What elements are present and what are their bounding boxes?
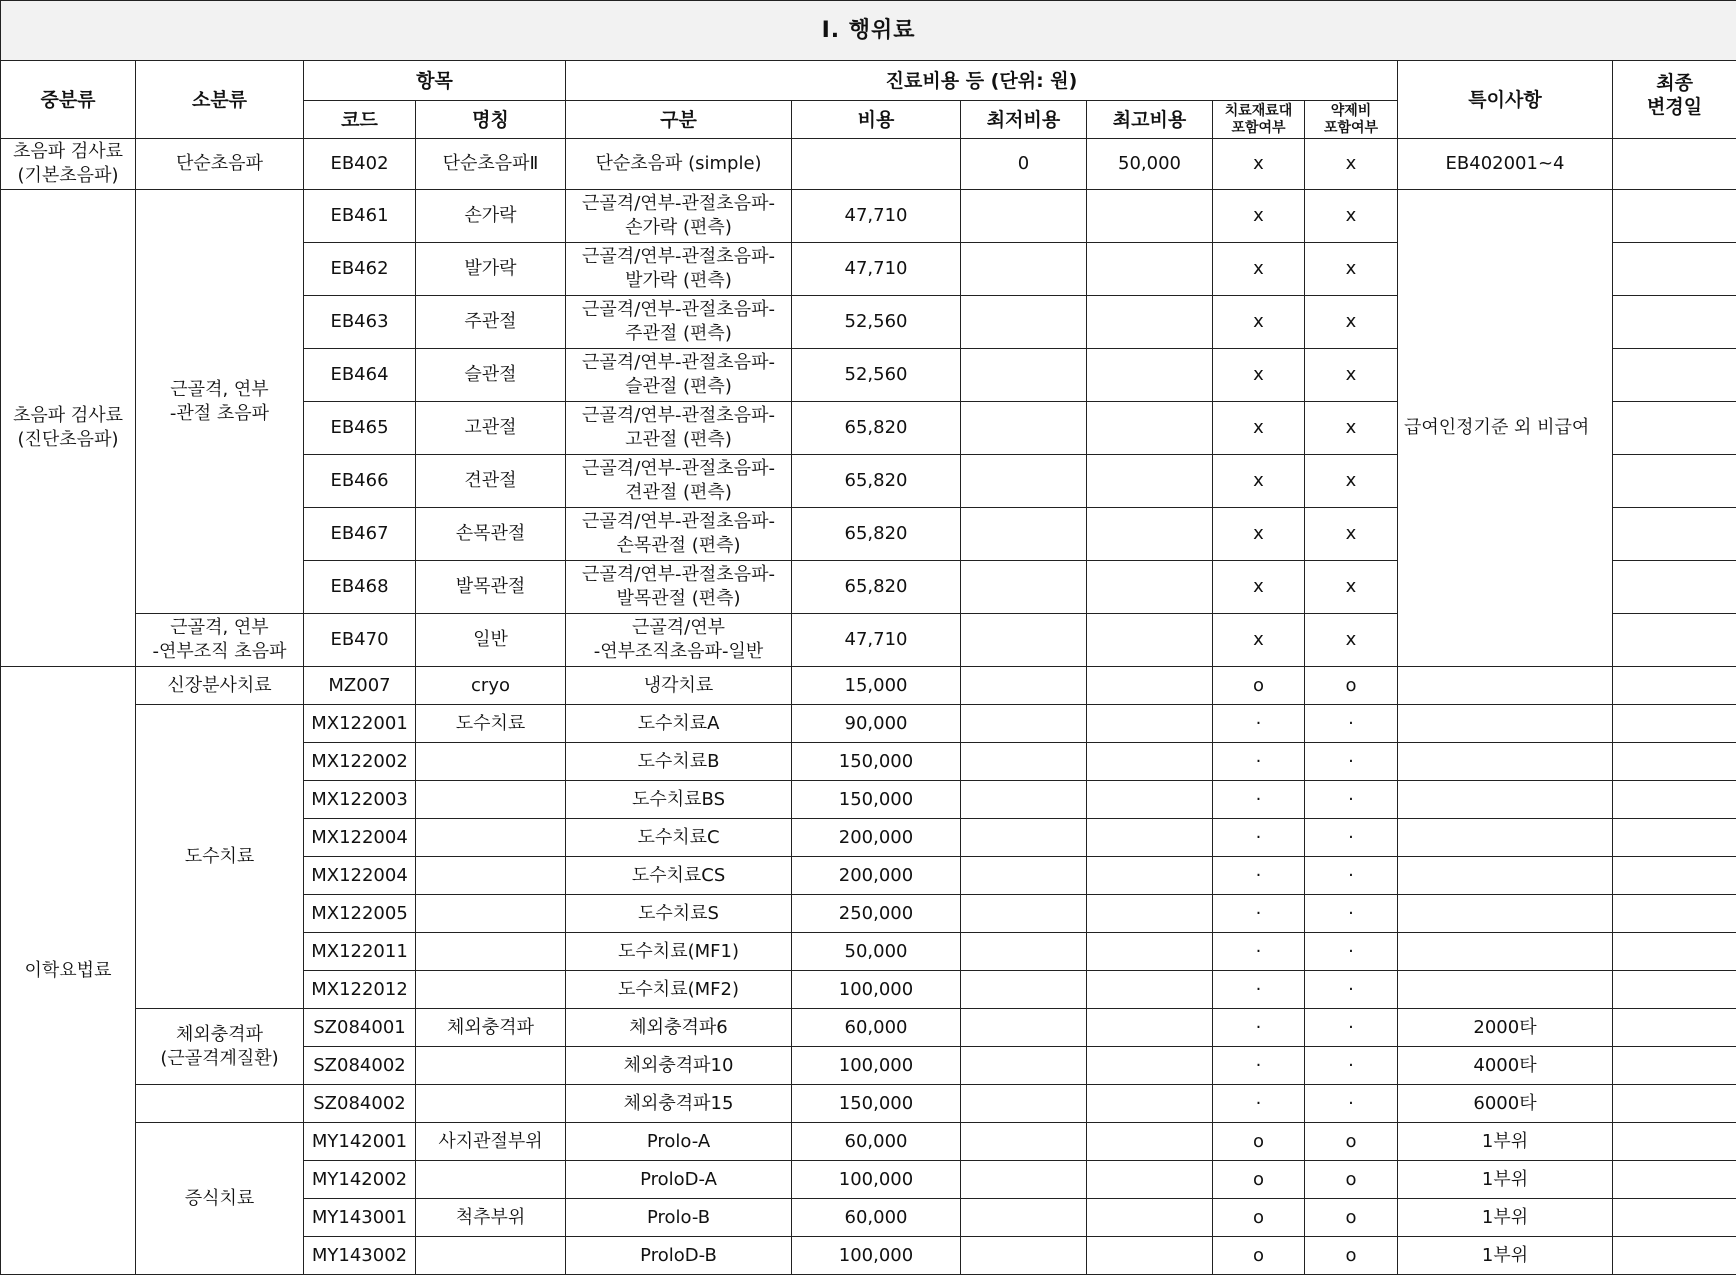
table-row <box>1 1085 1736 1123</box>
cell-name: 견관절 <box>416 455 566 508</box>
cell-code: EB463 <box>304 296 416 349</box>
cell-max-cost <box>1087 1085 1213 1123</box>
cell-cost: 65,820 <box>792 455 961 508</box>
cell-cost: 65,820 <box>792 561 961 614</box>
cell-code: SZ084002 <box>304 1047 416 1085</box>
cell-last-changed <box>1613 705 1736 743</box>
cell-name <box>416 1161 566 1199</box>
cell-material-flag: · <box>1213 781 1305 819</box>
table-row <box>1 1123 1736 1161</box>
cell-category: ProloD-B <box>566 1237 792 1275</box>
cell-drug-flag: · <box>1305 743 1398 781</box>
cell-remark: 1부위 <box>1398 1161 1613 1199</box>
cell-code: MX122002 <box>304 743 416 781</box>
cell-remark: 2000타 <box>1398 1009 1613 1047</box>
cell-material-flag: · <box>1213 933 1305 971</box>
cell-remark: 1부위 <box>1398 1123 1613 1161</box>
header-remarks: 특이사항 <box>1398 61 1613 139</box>
cell-max-cost <box>1087 349 1213 402</box>
cell-category: 도수치료A <box>566 705 792 743</box>
cell-name: 고관절 <box>416 402 566 455</box>
cell-drug-flag: · <box>1305 971 1398 1009</box>
cell-code: MX122004 <box>304 857 416 895</box>
cell-cost: 65,820 <box>792 508 961 561</box>
cell-min-cost <box>961 933 1087 971</box>
cell-name: 척추부위 <box>416 1199 566 1237</box>
cell-category: 체외충격파10 <box>566 1047 792 1085</box>
header-code: 코드 <box>304 101 416 139</box>
cell-max-cost <box>1087 243 1213 296</box>
cell-max-cost <box>1087 190 1213 243</box>
cell-min-cost <box>961 1161 1087 1199</box>
cell-drug-flag: x <box>1305 243 1398 296</box>
header-cost: 비용 <box>792 101 961 139</box>
cell-name: 사지관절부위 <box>416 1123 566 1161</box>
cell-cost: 52,560 <box>792 349 961 402</box>
cell-drug-flag: x <box>1305 402 1398 455</box>
cell-min-cost <box>961 561 1087 614</box>
cell-category: Prolo-B <box>566 1199 792 1237</box>
cell-code: MX122004 <box>304 819 416 857</box>
cell-max-cost <box>1087 819 1213 857</box>
cell-drug-flag: o <box>1305 1199 1398 1237</box>
cell-cost: 15,000 <box>792 667 961 705</box>
cell-max-cost <box>1087 1199 1213 1237</box>
cell-code: MX122012 <box>304 971 416 1009</box>
cell-drug-flag: o <box>1305 1161 1398 1199</box>
cell-remark <box>1398 667 1613 705</box>
cell-category: ProloD-A <box>566 1161 792 1199</box>
cell-last-changed <box>1613 614 1736 667</box>
cell-category: 체외충격파6 <box>566 1009 792 1047</box>
cell-code: MZ007 <box>304 667 416 705</box>
cell-drug-flag: x <box>1305 296 1398 349</box>
cell-cost: 60,000 <box>792 1123 961 1161</box>
cell-last-changed <box>1613 1237 1736 1275</box>
cell-max-cost <box>1087 614 1213 667</box>
cell-last-changed <box>1613 1199 1736 1237</box>
cell-material-flag: x <box>1213 402 1305 455</box>
table-row <box>1 667 1736 705</box>
cell-max-cost <box>1087 1161 1213 1199</box>
header-cost-group: 진료비용 등 (단위: 원) <box>566 61 1398 101</box>
cell-category: 냉각치료 <box>566 667 792 705</box>
cell-min-cost <box>961 1123 1087 1161</box>
cell-remark <box>1398 933 1613 971</box>
cell-name <box>416 743 566 781</box>
cell-min-cost <box>961 349 1087 402</box>
cell-drug-flag: · <box>1305 895 1398 933</box>
cell-remark <box>1398 857 1613 895</box>
cell-remark: EB402001~4 <box>1398 139 1613 190</box>
minor-category-empty <box>136 1085 304 1123</box>
cell-category: 근골격/연부 -연부조직초음파-일반 <box>566 614 792 667</box>
cell-cost: 150,000 <box>792 743 961 781</box>
cell-name: 슬관절 <box>416 349 566 402</box>
cell-material-flag: o <box>1213 1237 1305 1275</box>
cell-last-changed <box>1613 296 1736 349</box>
cell-category: 근골격/연부-관절초음파- 손가락 (편측) <box>566 190 792 243</box>
header-item: 항목 <box>304 61 566 101</box>
cell-code: EB470 <box>304 614 416 667</box>
cell-name: 발목관절 <box>416 561 566 614</box>
cell-name <box>416 895 566 933</box>
cell-min-cost <box>961 1085 1087 1123</box>
remark-non-covered: 급여인정기준 외 비급여 <box>1398 190 1613 667</box>
cell-code: EB467 <box>304 508 416 561</box>
minor-category-manual-therapy: 도수치료 <box>136 705 304 1009</box>
cell-material-flag: · <box>1213 895 1305 933</box>
cell-cost: 150,000 <box>792 1085 961 1123</box>
cell-remark <box>1398 971 1613 1009</box>
cell-name: 발가락 <box>416 243 566 296</box>
cell-cost <box>792 139 961 190</box>
cell-max-cost <box>1087 402 1213 455</box>
cell-last-changed <box>1613 402 1736 455</box>
cell-name <box>416 971 566 1009</box>
cell-min-cost <box>961 1237 1087 1275</box>
cell-min-cost <box>961 705 1087 743</box>
cell-cost: 150,000 <box>792 781 961 819</box>
minor-category-soft-tissue-ultrasound: 근골격, 연부 -연부조직 초음파 <box>136 614 304 667</box>
cell-remark: 6000타 <box>1398 1085 1613 1123</box>
cell-cost: 200,000 <box>792 819 961 857</box>
cell-cost: 100,000 <box>792 1047 961 1085</box>
table-row <box>1 705 1736 743</box>
cell-category: 도수치료(MF2) <box>566 971 792 1009</box>
header-minor: 소분류 <box>136 61 304 139</box>
cell-remark: 4000타 <box>1398 1047 1613 1085</box>
header-min-cost: 최저비용 <box>961 101 1087 139</box>
cell-last-changed <box>1613 1085 1736 1123</box>
cell-code: SZ084002 <box>304 1085 416 1123</box>
cell-min-cost <box>961 895 1087 933</box>
cell-last-changed <box>1613 971 1736 1009</box>
cell-min-cost <box>961 243 1087 296</box>
cell-cost: 200,000 <box>792 857 961 895</box>
cell-material-flag: x <box>1213 139 1305 190</box>
cell-category: 도수치료BS <box>566 781 792 819</box>
cell-drug-flag: x <box>1305 508 1398 561</box>
cell-material-flag: x <box>1213 243 1305 296</box>
header-category: 구분 <box>566 101 792 139</box>
cell-last-changed <box>1613 1123 1736 1161</box>
cell-drug-flag: · <box>1305 933 1398 971</box>
cell-category: 도수치료B <box>566 743 792 781</box>
cell-last-changed <box>1613 561 1736 614</box>
cell-max-cost <box>1087 857 1213 895</box>
cell-last-changed <box>1613 895 1736 933</box>
cell-max-cost <box>1087 1237 1213 1275</box>
cell-code: MX122001 <box>304 705 416 743</box>
cell-drug-flag: · <box>1305 1009 1398 1047</box>
cell-category: 도수치료C <box>566 819 792 857</box>
cell-max-cost <box>1087 1047 1213 1085</box>
cell-category: 체외충격파15 <box>566 1085 792 1123</box>
cell-name: 주관절 <box>416 296 566 349</box>
minor-category-simple-ultrasound: 단순초음파 <box>136 139 304 190</box>
major-category-diagnostic-ultrasound: 초음파 검사료 (진단초음파) <box>1 190 136 667</box>
cell-code: MX122003 <box>304 781 416 819</box>
cell-min-cost <box>961 455 1087 508</box>
header-drug-included: 약제비 포함여부 <box>1305 101 1398 139</box>
cell-last-changed <box>1613 1161 1736 1199</box>
cell-drug-flag: · <box>1305 857 1398 895</box>
cell-material-flag: o <box>1213 1199 1305 1237</box>
cell-material-flag: x <box>1213 614 1305 667</box>
cell-cost: 47,710 <box>792 243 961 296</box>
major-category-physical-therapy: 이학요법료 <box>1 667 136 1275</box>
cell-last-changed <box>1613 243 1736 296</box>
cell-material-flag: · <box>1213 705 1305 743</box>
cell-max-cost <box>1087 743 1213 781</box>
cell-material-flag: x <box>1213 349 1305 402</box>
cell-material-flag: · <box>1213 1085 1305 1123</box>
cell-drug-flag: · <box>1305 1047 1398 1085</box>
cell-material-flag: x <box>1213 296 1305 349</box>
cell-material-flag: x <box>1213 190 1305 243</box>
cell-material-flag: · <box>1213 819 1305 857</box>
cell-material-flag: · <box>1213 743 1305 781</box>
cell-code: MY142002 <box>304 1161 416 1199</box>
cell-min-cost <box>961 1047 1087 1085</box>
cell-min-cost <box>961 743 1087 781</box>
cell-last-changed <box>1613 139 1736 190</box>
cell-code: EB461 <box>304 190 416 243</box>
cell-category: 도수치료S <box>566 895 792 933</box>
cell-code: EB468 <box>304 561 416 614</box>
cell-code: MX122005 <box>304 895 416 933</box>
minor-category-cryo: 신장분사치료 <box>136 667 304 705</box>
cell-drug-flag: · <box>1305 1085 1398 1123</box>
cell-max-cost <box>1087 933 1213 971</box>
cell-cost: 60,000 <box>792 1009 961 1047</box>
cell-name: 도수치료 <box>416 705 566 743</box>
cell-drug-flag: · <box>1305 781 1398 819</box>
cell-max-cost: 50,000 <box>1087 139 1213 190</box>
cell-drug-flag: x <box>1305 561 1398 614</box>
cell-min-cost <box>961 971 1087 1009</box>
cell-material-flag: · <box>1213 971 1305 1009</box>
cell-last-changed <box>1613 857 1736 895</box>
cell-remark <box>1398 705 1613 743</box>
header-name: 명칭 <box>416 101 566 139</box>
cell-category: Prolo-A <box>566 1123 792 1161</box>
major-category-basic-ultrasound: 초음파 검사료 (기본초음파) <box>1 139 136 190</box>
cell-code: MY142001 <box>304 1123 416 1161</box>
cell-last-changed <box>1613 743 1736 781</box>
cell-category: 근골격/연부-관절초음파- 손목관절 (편측) <box>566 508 792 561</box>
cell-cost: 90,000 <box>792 705 961 743</box>
minor-category-eswt: 체외충격파 (근골격계질환) <box>136 1009 304 1085</box>
cell-drug-flag: o <box>1305 1237 1398 1275</box>
cell-remark <box>1398 895 1613 933</box>
cell-remark <box>1398 743 1613 781</box>
table-row <box>1 1009 1736 1047</box>
cell-cost: 65,820 <box>792 402 961 455</box>
minor-category-joint-ultrasound: 근골격, 연부 -관절 초음파 <box>136 190 304 614</box>
table-title: Ⅰ. 행위료 <box>1 1 1736 61</box>
cell-drug-flag: x <box>1305 190 1398 243</box>
cell-min-cost <box>961 296 1087 349</box>
cell-max-cost <box>1087 508 1213 561</box>
cell-last-changed <box>1613 190 1736 243</box>
cell-category: 도수치료(MF1) <box>566 933 792 971</box>
cell-name: 체외충격파 <box>416 1009 566 1047</box>
cell-min-cost <box>961 614 1087 667</box>
cell-min-cost <box>961 819 1087 857</box>
cell-drug-flag: o <box>1305 1123 1398 1161</box>
cell-last-changed <box>1613 667 1736 705</box>
cell-max-cost <box>1087 1009 1213 1047</box>
cell-name <box>416 781 566 819</box>
cell-code: EB466 <box>304 455 416 508</box>
cell-min-cost <box>961 857 1087 895</box>
cell-name <box>416 1047 566 1085</box>
cell-category: 도수치료CS <box>566 857 792 895</box>
cell-material-flag: · <box>1213 1047 1305 1085</box>
cell-cost: 47,710 <box>792 614 961 667</box>
cell-material-flag: o <box>1213 1161 1305 1199</box>
cell-remark: 1부위 <box>1398 1237 1613 1275</box>
cell-name: cryo <box>416 667 566 705</box>
cell-min-cost <box>961 1009 1087 1047</box>
cell-material-flag: · <box>1213 1009 1305 1047</box>
cell-min-cost <box>961 508 1087 561</box>
cell-drug-flag: x <box>1305 139 1398 190</box>
cell-max-cost <box>1087 561 1213 614</box>
cell-drug-flag: x <box>1305 455 1398 508</box>
cell-code: SZ084001 <box>304 1009 416 1047</box>
cell-cost: 52,560 <box>792 296 961 349</box>
cell-cost: 47,710 <box>792 190 961 243</box>
cell-category: 근골격/연부-관절초음파- 견관절 (편측) <box>566 455 792 508</box>
cell-code: EB464 <box>304 349 416 402</box>
cell-code: MX122011 <box>304 933 416 971</box>
cell-cost: 100,000 <box>792 971 961 1009</box>
cell-min-cost <box>961 1199 1087 1237</box>
cell-drug-flag: · <box>1305 705 1398 743</box>
cell-material-flag: x <box>1213 561 1305 614</box>
cell-cost: 100,000 <box>792 1161 961 1199</box>
cell-code: EB402 <box>304 139 416 190</box>
cell-last-changed <box>1613 508 1736 561</box>
header-major: 중분류 <box>1 61 136 139</box>
cell-material-flag: o <box>1213 667 1305 705</box>
cell-cost: 60,000 <box>792 1199 961 1237</box>
cell-category: 단순초음파 (simple) <box>566 139 792 190</box>
cell-category: 근골격/연부-관절초음파- 발가락 (편측) <box>566 243 792 296</box>
cell-name: 일반 <box>416 614 566 667</box>
table-row <box>1 190 1736 243</box>
table-row <box>1 139 1736 190</box>
cell-last-changed <box>1613 781 1736 819</box>
cell-name: 단순초음파Ⅱ <box>416 139 566 190</box>
cell-min-cost <box>961 402 1087 455</box>
cell-name <box>416 1237 566 1275</box>
cell-cost: 50,000 <box>792 933 961 971</box>
cell-category: 근골격/연부-관절초음파- 발목관절 (편측) <box>566 561 792 614</box>
cell-material-flag: o <box>1213 1123 1305 1161</box>
header-last-changed: 최종 변경일 <box>1613 61 1736 139</box>
cell-max-cost <box>1087 1123 1213 1161</box>
cell-last-changed <box>1613 349 1736 402</box>
cell-min-cost: 0 <box>961 139 1087 190</box>
cell-remark <box>1398 781 1613 819</box>
cell-code: MY143001 <box>304 1199 416 1237</box>
cell-min-cost <box>961 667 1087 705</box>
cell-max-cost <box>1087 296 1213 349</box>
cell-name <box>416 1085 566 1123</box>
cell-max-cost <box>1087 781 1213 819</box>
cell-material-flag: · <box>1213 857 1305 895</box>
cell-last-changed <box>1613 819 1736 857</box>
cell-category: 근골격/연부-관절초음파- 고관절 (편측) <box>566 402 792 455</box>
minor-category-prolotherapy: 증식치료 <box>136 1123 304 1275</box>
cell-category: 근골격/연부-관절초음파- 주관절 (편측) <box>566 296 792 349</box>
cell-max-cost <box>1087 667 1213 705</box>
cell-cost: 100,000 <box>792 1237 961 1275</box>
header-max-cost: 최고비용 <box>1087 101 1213 139</box>
cell-drug-flag: x <box>1305 349 1398 402</box>
cell-category: 근골격/연부-관절초음파- 슬관절 (편측) <box>566 349 792 402</box>
cell-min-cost <box>961 781 1087 819</box>
cell-name: 손가락 <box>416 190 566 243</box>
cell-max-cost <box>1087 971 1213 1009</box>
cell-name <box>416 857 566 895</box>
cell-max-cost <box>1087 455 1213 508</box>
header-material-included: 치료재료대 포함여부 <box>1213 101 1305 139</box>
cell-last-changed <box>1613 1047 1736 1085</box>
cell-material-flag: x <box>1213 508 1305 561</box>
cell-drug-flag: · <box>1305 819 1398 857</box>
cell-max-cost <box>1087 895 1213 933</box>
cell-drug-flag: o <box>1305 667 1398 705</box>
cell-name <box>416 819 566 857</box>
cell-code: MY143002 <box>304 1237 416 1275</box>
cell-max-cost <box>1087 705 1213 743</box>
cell-remark <box>1398 819 1613 857</box>
cell-last-changed <box>1613 933 1736 971</box>
cell-remark: 1부위 <box>1398 1199 1613 1237</box>
cell-code: EB462 <box>304 243 416 296</box>
cell-last-changed <box>1613 1009 1736 1047</box>
cell-name <box>416 933 566 971</box>
cell-drug-flag: x <box>1305 614 1398 667</box>
cell-material-flag: x <box>1213 455 1305 508</box>
cell-last-changed <box>1613 455 1736 508</box>
cell-code: EB465 <box>304 402 416 455</box>
cell-min-cost <box>961 190 1087 243</box>
cell-cost: 250,000 <box>792 895 961 933</box>
cell-name: 손목관절 <box>416 508 566 561</box>
